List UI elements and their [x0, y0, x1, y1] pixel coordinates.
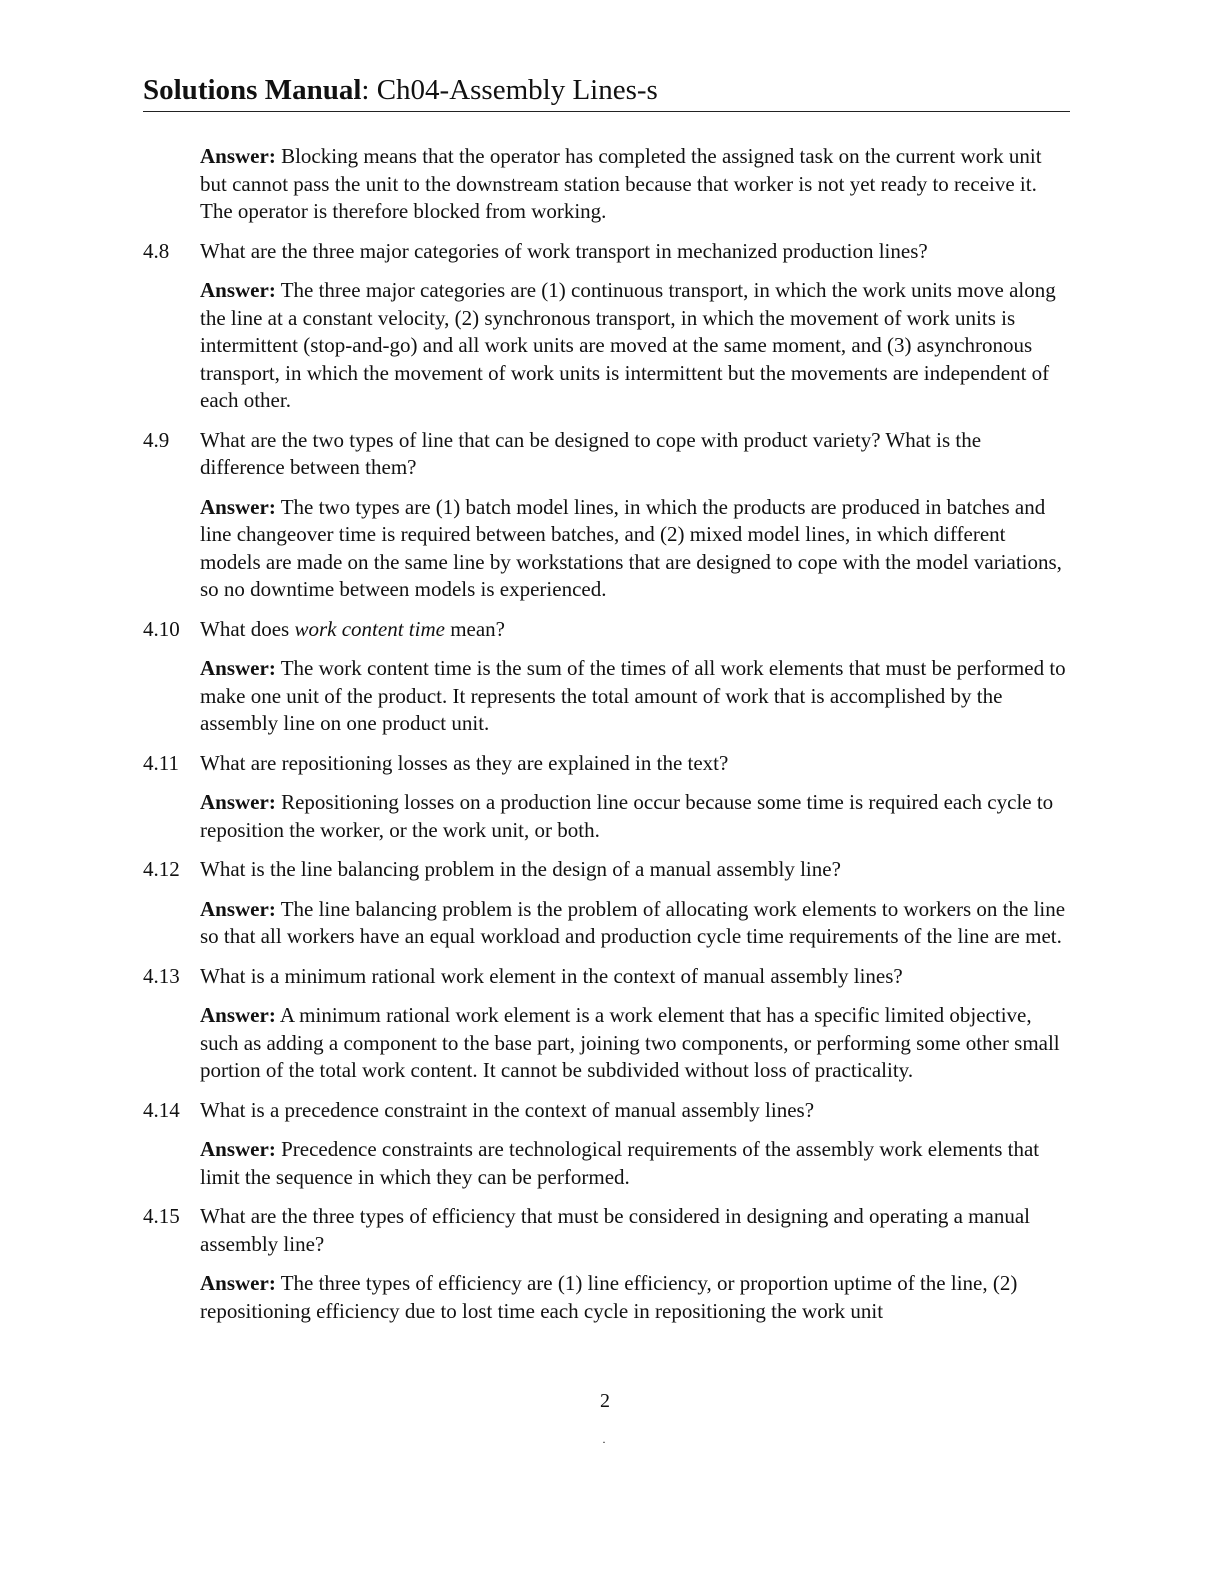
question-text: What are repositioning losses as they are explained in the text?	[200, 750, 729, 775]
question-4-12	[143, 856, 1070, 884]
question-number: 4.15	[143, 1204, 180, 1228]
answer-text: Precedence constraints are technological requirements of the assembly work elements that limit the sequence in which they can be performed.	[200, 1137, 1040, 1189]
question-number: 4.10	[143, 616, 180, 641]
question-4-13	[143, 963, 1070, 991]
answer-block	[200, 655, 1070, 738]
answer-label: Answer:	[200, 896, 276, 921]
question-text: What is a precedence constraint in the context of manual assembly lines?	[200, 1097, 815, 1122]
answer-label: Answer:	[200, 1271, 276, 1295]
question-text: What are the two types of line that can be designed to cope with product variety? What is the difference between them?	[200, 427, 982, 479]
page-number: 2	[600, 1390, 610, 1412]
answer-text: The three types of efficiency are (1) line efficiency, or proportion uptime of the line, (2) repositioning efficiency due to lost time each cycle in repositioning the work unit	[200, 1271, 1018, 1323]
answer-label: Answer:	[200, 656, 276, 680]
question-text: What are the three types of efficiency that must be considered in designing and operating a manual assembly line?	[200, 1204, 1030, 1256]
question-4-14	[143, 1097, 1070, 1125]
question-number: 4.13	[143, 963, 180, 988]
answer-label: Answer:	[200, 1003, 276, 1027]
document-body	[143, 143, 1070, 1337]
answer-label: Answer:	[200, 494, 276, 519]
answer-text: A minimum rational work element is a work element that has a specific limited objective, such as adding a component to the base part, joining two components, or performing some other small portion of the total work content. It cannot be subdivided without loss of practicality.	[200, 1003, 1060, 1082]
answer-block	[200, 1136, 1070, 1191]
footer-dot: .	[602, 1432, 606, 1446]
question-4-8	[143, 238, 1070, 266]
question-text: What is the line balancing problem in the design of a manual assembly line?	[200, 857, 841, 881]
answer-text: The two types are (1) batch model lines, in which the products are produced in batches and line changeover time is required between batches, and (2) mixed model lines, in which different models are made on the same line by workstations that are designed to cope with the model variations, so no downtime between models is experienced.	[200, 494, 1062, 601]
question-number: 4.8	[143, 238, 170, 263]
answer-text: The work content time is the sum of the times of all work elements that must be performed to make one unit of the product. It represents the total amount of work that is accomplished by the assembly line on one product unit.	[200, 656, 1066, 735]
answer-text: Repositioning losses on a production line occur because some time is required each cycle to reposition the worker, or the work unit, or both.	[200, 790, 1054, 842]
answer-text: Blocking means that the operator has completed the assigned task on the current work unit but cannot pass the unit to the downstream station because that worker is not yet ready to receive it. The operator is therefore blocked from working.	[200, 144, 1042, 223]
title-rest: : Ch04-Assembly Lines-s	[361, 74, 658, 106]
question-text: What are the three major categories of work transport in mechanized production lines?	[200, 238, 928, 263]
question-4-11	[143, 750, 1070, 778]
question-text	[200, 616, 1070, 644]
answer-label: Answer:	[200, 144, 276, 168]
title-bold: Solutions Manual	[143, 74, 362, 106]
question-number: 4.9	[143, 427, 170, 452]
question-number: 4.14	[143, 1097, 180, 1122]
page-header	[143, 72, 1070, 112]
page-title	[143, 72, 1070, 108]
answer-label: Answer:	[200, 790, 276, 814]
question-term-emphasis: work content time	[294, 616, 445, 641]
question-text-post: mean?	[444, 616, 505, 641]
question-text-pre: What does	[200, 616, 295, 641]
answer-block	[200, 277, 1070, 415]
answer-block	[200, 789, 1070, 844]
question-4-15	[143, 1203, 1070, 1258]
question-4-10	[143, 616, 1070, 644]
answer-block	[200, 1270, 1070, 1325]
question-number: 4.11	[143, 750, 179, 775]
answer-label: Answer:	[200, 1137, 276, 1161]
answer-text: The three major categories are (1) continuous transport, in which the work units move along the line at a constant velocity, (2) synchronous transport, in which the movement of work units is intermittent (stop-and-go) and all work units are moved at the same moment, and (3) asynchronous transport, in which the movement of work units is intermittent but the movements are independent of each other.	[200, 278, 1056, 412]
question-number: 4.12	[143, 857, 180, 881]
answer-block	[200, 896, 1070, 951]
answer-block	[200, 1002, 1070, 1085]
question-4-9	[143, 427, 1070, 482]
answer-label: Answer:	[200, 278, 276, 302]
answer-block	[200, 143, 1070, 226]
answer-text: The line balancing problem is the problem of allocating work elements to workers on the line so that all workers have an equal workload and production cycle time requirements of the line are met.	[200, 896, 1066, 948]
answer-block	[200, 494, 1070, 604]
question-text: What is a minimum rational work element in the context of manual assembly lines?	[200, 963, 903, 988]
